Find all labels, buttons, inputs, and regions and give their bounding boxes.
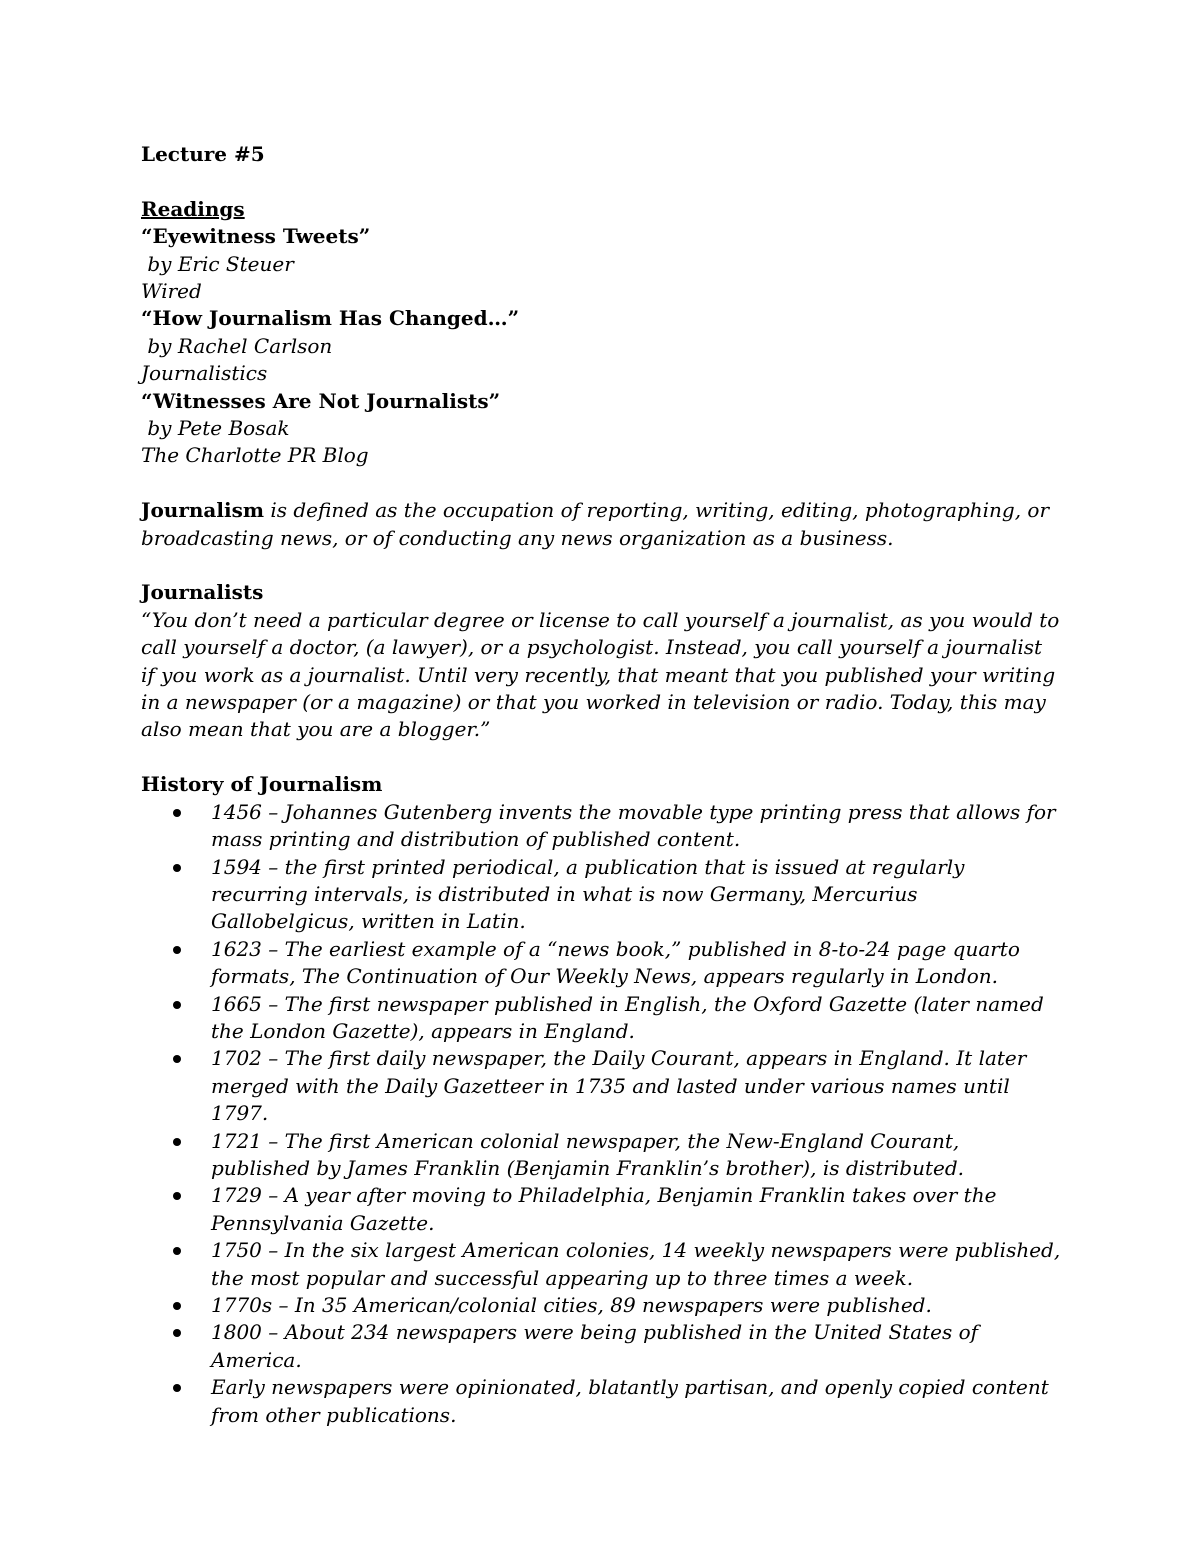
reading-author: by Eric Steuer [141, 251, 294, 276]
history-list [141, 799, 1061, 1429]
history-item-text: 1770s – In 35 American/colonial cities, 89 newspapers were published. [211, 1293, 932, 1317]
journalists-heading: Journalists [141, 580, 264, 605]
history-item-text: 1750 – In the six largest American colonies, 14 weekly newspapers were published, the most popular and successful appearing up to three times a week. [211, 1238, 1061, 1290]
definition-term: Journalism [141, 498, 264, 523]
list-item [141, 1045, 1061, 1127]
list-item [141, 991, 1061, 1046]
list-item [141, 1374, 1061, 1429]
list-item [141, 854, 1061, 936]
list-item [141, 1292, 1061, 1319]
bullet-icon [173, 1055, 181, 1063]
spacer [141, 470, 1061, 497]
reading-item [141, 223, 1061, 305]
bullet-icon [173, 1302, 181, 1310]
history-item-text: 1702 – The first daily newspaper, the Daily Courant, appears in England. It later merged with the Daily Gazetteer in 1735 and lasted under various names until 1797. [211, 1046, 1027, 1126]
bullet-icon [173, 1247, 181, 1255]
history-heading: History of Journalism [141, 772, 383, 797]
bullet-icon [173, 1192, 181, 1200]
lecture-title: Lecture #5 [141, 142, 265, 166]
list-item [141, 799, 1061, 854]
reading-author: by Pete Bosak [141, 416, 290, 441]
reading-item [141, 388, 1061, 470]
reading-title: “Witnesses Are Not Journalists” [141, 388, 501, 413]
readings-heading: Readings [141, 196, 245, 221]
list-item [141, 1182, 1061, 1237]
journalists-quote: “You don’t need a particular degree or license to call yourself a journalist, as you would to call yourself a doctor, (a lawyer), or a psychologist. Instead, you call yourself a journalist if you work as a journalist. Until very recently, that meant that you published your writing in a newspaper (or a magazine) or that you worked in television or radio. Today, this may also mean that you are a blogger.” [141, 607, 1060, 742]
reading-source: Wired [141, 279, 202, 304]
definition-paragraph [141, 497, 1061, 552]
bullet-icon [173, 864, 181, 872]
history-item-text: 1594 – the first printed periodical, a publication that is issued at regularly recurring intervals, is distributed in what is now Germany, Mercurius Gallobelgicus, written in Latin. [211, 854, 965, 934]
list-item [141, 936, 1061, 991]
history-item-text: 1800 – About 234 newspapers were being published in the United States of America. [211, 1320, 979, 1372]
list-item [141, 1319, 1061, 1374]
spacer [141, 168, 1061, 195]
reading-title: “How Journalism Has Changed…” [141, 306, 520, 331]
list-item [141, 1237, 1061, 1292]
bullet-icon [173, 946, 181, 954]
bullet-icon [173, 1329, 181, 1337]
journalists-section [141, 579, 1061, 743]
spacer [141, 744, 1061, 771]
bullet-icon [173, 1001, 181, 1009]
reading-item [141, 305, 1061, 387]
history-item-text: 1729 – A year after moving to Philadelphia, Benjamin Franklin takes over the Pennsylvania Gazette. [211, 1183, 997, 1235]
history-item-text: 1721 – The first American colonial newspaper, the New-England Courant, published by James Franklin (Benjamin Franklin’s brother), is distributed. [211, 1128, 965, 1180]
readings-section [141, 196, 1061, 470]
history-item-text: 1456 – Johannes Gutenberg invents the movable type printing press that allows for mass printing and distribution of published content. [211, 799, 1056, 852]
document-body [141, 141, 1061, 1429]
list-item [141, 1128, 1061, 1183]
reading-source: Journalistics [141, 361, 268, 386]
reading-title: “Eyewitness Tweets” [141, 224, 371, 249]
definition-text: is defined as the occupation of reporting, writing, editing, photographing, or broadcasting news, or of conducting any news organization as a business. [141, 498, 1050, 550]
bullet-icon [173, 809, 181, 817]
spacer [141, 552, 1061, 579]
reading-source: The Charlotte PR Blog [141, 443, 369, 468]
history-item-text: Early newspapers were opinionated, blatantly partisan, and openly copied content from other publications. [211, 1375, 1049, 1427]
bullet-icon [173, 1138, 181, 1146]
history-section [141, 771, 1061, 1429]
history-item-text: 1623 – The earliest example of a “news book,” published in 8-to-24 page quarto formats, The Continuation of Our Weekly News, appears regularly in London. [211, 936, 1020, 989]
reading-author: by Rachel Carlson [141, 333, 333, 358]
bullet-icon [173, 1384, 181, 1392]
history-item-text: 1665 – The first newspaper published in English, the Oxford Gazette (later named the London Gazette), appears in England. [211, 991, 1044, 1043]
